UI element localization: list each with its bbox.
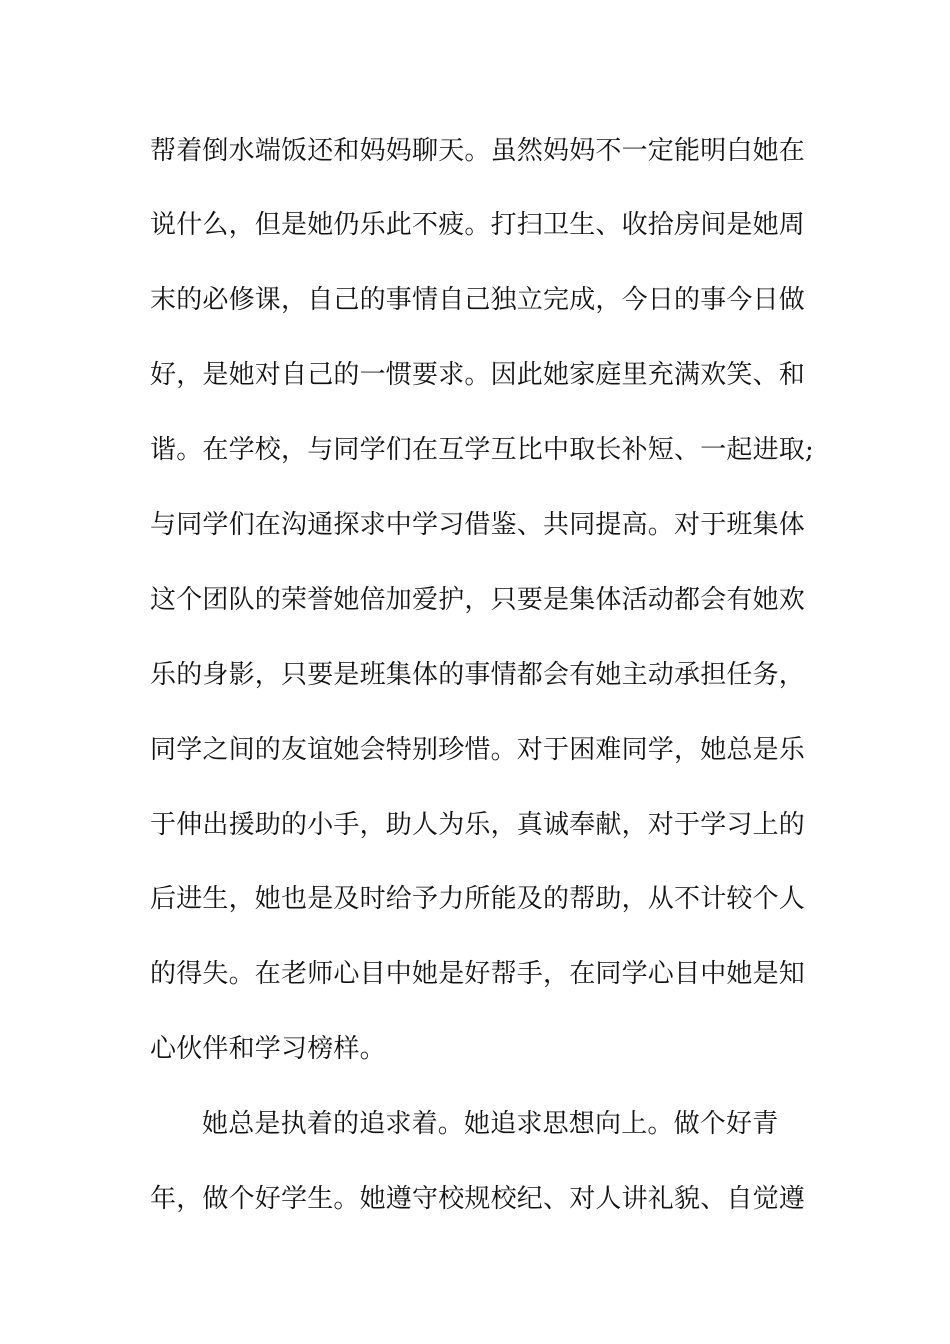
text-line-8: 乐的身影，只要是班集体的事情都会有她主动承担任务，: [150, 660, 806, 690]
text-line-13: 心伙伴和学习榜样。: [150, 1034, 386, 1064]
text-line-7: 这个团队的荣誉她倍加爱护，只要是集体活动都会有她欢: [150, 585, 806, 615]
text-line-10: 于伸出援助的小手，助人为乐，真诚奉献，对于学习上的: [150, 810, 806, 840]
paragraph-start-line: 她总是执着的追求着。她追求思想向上。做个好青: [202, 1109, 779, 1139]
text-line-3: 末的必修课，自己的事情自己独立完成，今日的事今日做: [150, 285, 806, 315]
text-line-6: 与同学们在沟通探求中学习借鉴、共同提高。对于班集体: [150, 510, 806, 540]
text-line-1: 帮着倒水端饭还和妈妈聊天。虽然妈妈不一定能明白她在: [150, 136, 806, 166]
text-line-9: 同学之间的友谊她会特别珍惜。对于困难同学，她总是乐: [150, 735, 806, 765]
text-line-12: 的得失。在老师心目中她是好帮手，在同学心目中她是知: [150, 959, 806, 989]
text-line-5: 谐。在学校，与同学们在互学互比中取长补短、一起进取;: [150, 435, 814, 465]
text-line-4: 好，是她对自己的一惯要求。因此她家庭里充满欢笑、和: [150, 360, 806, 390]
text-line-15: 年，做个好学生。她遵守校规校纪、对人讲礼貌、自觉遵: [150, 1184, 806, 1214]
text-line-11: 后进生，她也是及时给予力所能及的帮助，从不计较个人: [150, 884, 806, 914]
text-line-2: 说什么，但是她仍乐此不疲。打扫卫生、收拾房间是她周: [150, 210, 806, 240]
